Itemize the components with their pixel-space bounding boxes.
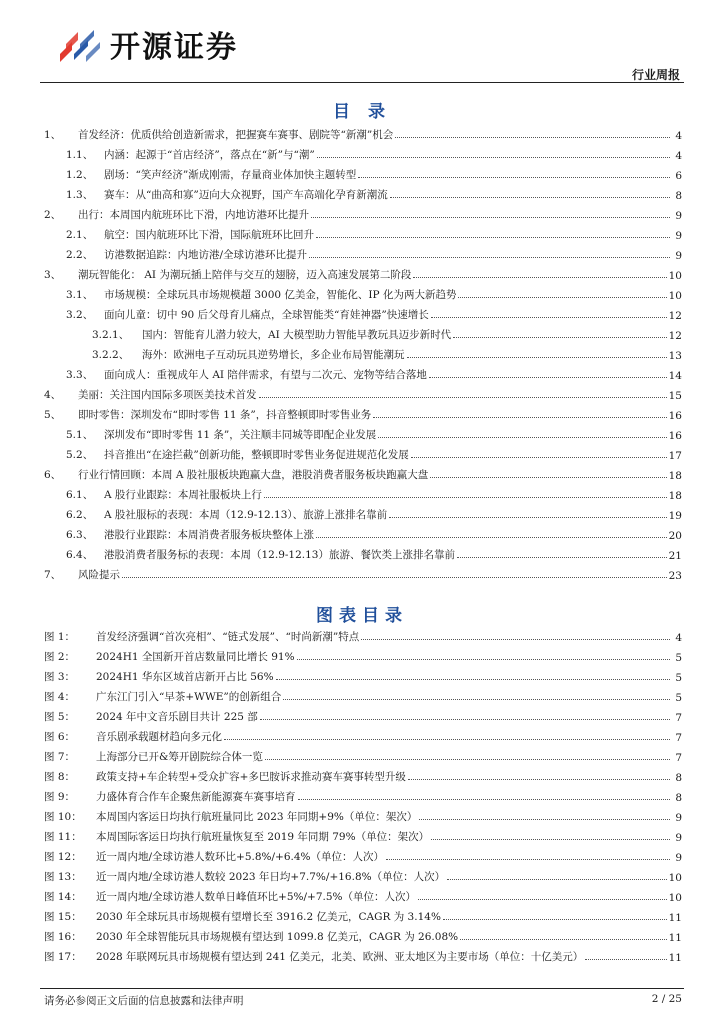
figure-entry[interactable] [44,704,682,724]
entry-number: 5.2、 [66,449,94,461]
entry-page: 10 [668,290,682,302]
dot-leader [457,557,667,558]
toc-entry[interactable] [44,302,682,322]
dot-leader [431,317,667,318]
entry-page: 9 [675,250,682,262]
entry-number: 图 13： [44,871,82,883]
toc-entry[interactable] [44,162,682,182]
dot-leader [429,377,667,378]
entry-title: 国内：智能育儿潜力较大，AI 大模型助力智能早教玩具迈步新时代 [142,329,452,341]
entry-page: 9 [675,210,682,222]
entry-title: 海外：欧洲电子互动玩具逆势增长，多企业布局智能潮玩 [142,349,405,361]
entry-number: 1.2、 [66,169,94,181]
toc-title: 目 录 [333,102,391,122]
toc-entry[interactable] [44,182,682,202]
entry-number: 1、 [44,129,62,141]
entry-number: 图 16： [44,931,82,943]
entry-page: 5 [675,692,682,704]
entry-number: 3.2、 [66,309,94,321]
entry-number: 图 5： [44,711,76,723]
dot-leader [408,779,670,780]
entry-page: 14 [668,370,682,382]
entry-number: 5.1、 [66,429,94,441]
entry-page: 8 [675,792,682,804]
entry-page: 10 [668,270,682,282]
toc-entry[interactable] [44,242,682,262]
figure-entry[interactable] [44,944,682,964]
entry-page: 4 [675,632,682,644]
entry-number: 2、 [44,209,62,221]
toc-entry[interactable] [44,342,682,362]
entry-number: 图 3： [44,671,76,683]
dot-leader [395,137,670,138]
entry-page: 5 [675,652,682,664]
company-logo [58,24,238,64]
entry-page: 11 [668,912,682,924]
toc-entry[interactable] [44,202,682,222]
entry-title: 广东江门引入“早茶+WWE”的创新组合 [96,691,282,703]
entry-title: 2028 年联网玩具市场规模有望达到 241 亿美元，北美、欧洲、亚太地区为主要市场（单位：十亿美元） [96,951,584,963]
entry-number: 6.3、 [66,529,94,541]
figure-entry[interactable] [44,884,682,904]
dot-leader [311,217,670,218]
toc-entry[interactable] [44,282,682,302]
toc-entry[interactable] [44,142,682,162]
dot-leader [265,759,670,760]
entry-page: 10 [668,892,682,904]
figure-entry[interactable] [44,924,682,944]
dot-leader [447,879,667,880]
entry-page: 4 [675,150,682,162]
toc-list [44,122,682,582]
dot-leader [373,417,666,418]
entry-page: 15 [668,390,682,402]
entry-number: 3.2.2、 [92,349,130,361]
entry-page: 19 [668,510,682,522]
entry-title: 近一周内地/全球访港人数较 2023 年日均+7.7%/+16.8%（单位：人次） [96,871,446,883]
entry-number: 5、 [44,409,62,421]
entry-number: 3.3、 [66,369,94,381]
page-header [40,18,684,82]
entry-title: 内涵：起源于“首店经济”，落点在“新”与“潮” [104,149,315,161]
figure-entry[interactable] [44,844,682,864]
entry-number: 6.1、 [66,489,94,501]
dot-leader [443,919,667,920]
dot-leader [317,157,670,158]
entry-number: 3、 [44,269,62,281]
page-number: 2 / 25 [651,993,682,1005]
entry-title: 潮玩智能化： AI 为潮玩插上陪伴与交互的翅膀，迈入高速发展第二阶段 [78,269,412,281]
header-divider [40,82,684,83]
dot-leader [431,839,670,840]
dot-leader [264,497,667,498]
entry-number: 图 17： [44,951,82,963]
entry-number: 2.2、 [66,249,94,261]
figure-entry[interactable] [44,764,682,784]
toc-entry[interactable] [44,422,682,442]
entry-number: 图 15： [44,911,82,923]
company-name: 开源证券 [110,30,238,65]
entry-page: 18 [668,490,682,502]
entry-title: 深圳发布“即时零售 11 条”，关注顺丰同城等即配企业发展 [104,429,377,441]
entry-number: 图 12： [44,851,82,863]
dot-leader [585,959,666,960]
entry-number: 图 4： [44,691,76,703]
entry-number: 图 10： [44,811,82,823]
entry-page: 8 [675,772,682,784]
figure-list [44,624,682,964]
entry-title: 近一周内地/全球访港人数单日峰值环比+5%/+7.5%（单位：人次） [96,891,417,903]
entry-title: 近一周内地/全球访港人数环比+5.8%/+6.4%（单位：人次） [96,851,385,863]
entry-title: 剧场：“笑声经济”渐成刚需，存量商业体加快主题转型 [104,169,357,181]
figure-entry[interactable] [44,644,682,664]
entry-number: 6、 [44,469,62,481]
figure-entry[interactable] [44,624,682,644]
entry-number: 图 7： [44,751,76,763]
entry-page: 8 [675,190,682,202]
entry-page: 11 [668,932,682,944]
dot-leader [297,659,670,660]
toc-entry[interactable] [44,122,682,142]
figure-entry[interactable] [44,904,682,924]
entry-page: 11 [668,952,682,964]
entry-title: A 股社服标的表现：本周（12.9-12.13）、旅游上涨排名靠前 [104,509,388,521]
entry-title: 抖音推出“在途拦截”创新功能，整顿即时零售业务促进规范化发展 [104,449,409,461]
dot-leader [224,739,670,740]
entry-title: 音乐剧承载题材趋向多元化 [96,731,222,743]
entry-page: 7 [675,732,682,744]
toc-entry[interactable] [44,502,682,522]
entry-page: 16 [668,410,682,422]
toc-entry[interactable] [44,542,682,562]
entry-title: 访港数据追踪：内地访港/全球访港环比提升 [104,249,308,261]
entry-page: 7 [675,712,682,724]
dot-leader [390,197,670,198]
entry-title: 赛车：从“曲高和寡”迈向大众视野，国产车高端化孕育新潮流 [104,189,388,201]
report-type-label: 行业周报 [631,68,680,82]
entry-number: 6.4、 [66,549,94,561]
entry-title: 本周国际客运日均执行航班量恢复至 2019 年同期 79%（单位：架次） [96,831,430,843]
toc-entry[interactable] [44,362,682,382]
figure-entry[interactable] [44,784,682,804]
entry-title: A 股行业跟踪：本周社服板块上行 [104,489,262,501]
dot-leader [316,237,670,238]
toc-entry[interactable] [44,322,682,342]
dot-leader [309,257,670,258]
entry-number: 图 9： [44,791,76,803]
entry-title: 2030 年全球智能玩具市场规模有望达到 1099.8 亿美元，CAGR 为 26.08% [96,931,459,943]
figure-entry[interactable] [44,804,682,824]
figure-entry[interactable] [44,664,682,684]
entry-page: 9 [675,832,682,844]
entry-page: 6 [675,170,682,182]
dot-leader [122,577,667,578]
entry-title: 政策支持+车企转型+受众扩容+多巴胺诉求推动赛车赛事转型升级 [96,771,406,783]
figure-entry[interactable] [44,684,682,704]
entry-title: 出行：本周国内航班环比下滑，内地访港环比提升 [78,209,309,221]
entry-page: 23 [668,570,682,582]
entry-number: 3.2.1、 [92,329,130,341]
entry-number: 图 14： [44,891,82,903]
dot-leader [259,397,667,398]
entry-title: 本周国内客运日均执行航班量同比 2023 年同期+9%（单位：架次） [96,811,418,823]
dot-leader [460,939,667,940]
toc-entry[interactable] [44,382,682,402]
dot-leader [413,277,666,278]
dot-leader [419,819,670,820]
entry-title: 首发经济：优质供给创造新需求，把握赛车赛事、剧院等“新潮”机会 [78,129,394,141]
entry-page: 21 [668,550,682,562]
footer-disclaimer: 请务必参阅正文后面的信息披露和法律声明 [44,995,244,1007]
entry-title: 上海部分已开&筹开剧院综合体一览 [96,751,263,763]
dot-leader [298,799,671,800]
entry-title: 力盛体育合作车企聚焦新能源赛车赛事培育 [96,791,296,803]
dot-leader [458,297,666,298]
entry-title: 行业行情回顾：本周 A 股社服板块跑赢大盘，港股消费者服务板块跑赢大盘 [78,469,429,481]
dot-leader [389,517,666,518]
entry-page: 9 [675,230,682,242]
figure-entry[interactable] [44,824,682,844]
entry-title: 面向儿童：切中 90 后父母育儿痛点，全球智能类“育娃神器”快速增长 [104,309,429,321]
entry-title: 面向成人：重视成年人 AI 陪伴需求，有望与二次元、宠物等结合落地 [104,369,427,381]
dot-leader [430,477,666,478]
figures-title: 图表目录 [316,606,408,626]
entry-number: 图 1： [44,631,76,643]
entry-title: 港股行业跟踪：本周消费者服务板块整体上涨 [104,529,314,541]
toc-entry[interactable] [44,402,682,422]
entry-title: 即时零售：深圳发布“即时零售 11 条”，抖音整顿即时零售业务 [78,409,372,421]
entry-page: 13 [668,350,682,362]
figure-entry[interactable] [44,864,682,884]
dot-leader [283,699,670,700]
entry-number: 1.1、 [66,149,94,161]
entry-page: 16 [668,430,682,442]
dot-leader [418,899,667,900]
entry-title: 港股消费者服务标的表现：本周（12.9-12.13）旅游、餐饮类上涨排名靠前 [104,549,455,561]
entry-title: 2024 年中文音乐剧目共计 225 部 [96,711,258,723]
entry-page: 12 [668,310,682,322]
entry-title: 2024H1 华东区域首店新开占比 56% [96,671,274,683]
toc-entry[interactable] [44,462,682,482]
entry-title: 首发经济强调“首次亮相”、“链式发展”、“时尚新潮”特点 [96,631,360,643]
entry-number: 3.1、 [66,289,94,301]
entry-page: 5 [675,672,682,684]
entry-title: 市场规模：全球玩具市场规模超 3000 亿美金，智能化、IP 化为两大新趋势 [104,289,457,301]
entry-page: 10 [668,872,682,884]
entry-number: 图 2： [44,651,76,663]
figure-entry[interactable] [44,724,682,744]
dot-leader [407,357,667,358]
entry-number: 图 8： [44,771,76,783]
entry-page: 7 [675,752,682,764]
footer-divider [40,988,684,989]
entry-number: 7、 [44,569,62,581]
entry-number: 图 11： [44,831,82,843]
dot-leader [361,639,670,640]
toc-entry[interactable] [44,522,682,542]
entry-page: 17 [668,450,682,462]
toc-entry[interactable] [44,262,682,282]
dot-leader [276,679,670,680]
entry-number: 4、 [44,389,62,401]
entry-title: 风险提示 [78,569,120,581]
entry-page: 20 [668,530,682,542]
entry-number: 6.2、 [66,509,94,521]
toc-entry[interactable] [44,222,682,242]
entry-number: 图 6： [44,731,76,743]
dot-leader [378,437,666,438]
entry-title: 2030 年全球玩具市场规模有望增长至 3916.2 亿美元，CAGR 为 3.14% [96,911,441,923]
entry-title: 航空：国内航班环比下滑，国际航班环比回升 [104,229,314,241]
dot-leader [358,177,670,178]
dot-leader [260,719,670,720]
figure-entry[interactable] [44,744,682,764]
logo-mark-icon [58,24,102,64]
entry-page: 9 [675,812,682,824]
dot-leader [411,457,667,458]
dot-leader [453,337,667,338]
dot-leader [316,537,667,538]
entry-page: 12 [668,330,682,342]
entry-title: 2024H1 全国新开首店数量同比增长 91% [96,651,295,663]
toc-entry[interactable] [44,442,682,462]
toc-entry[interactable] [44,482,682,502]
dot-leader [386,859,670,860]
entry-page: 9 [675,852,682,864]
toc-entry[interactable] [44,562,682,582]
entry-number: 1.3、 [66,189,94,201]
entry-number: 2.1、 [66,229,94,241]
entry-page: 4 [675,130,682,142]
entry-page: 18 [668,470,682,482]
entry-title: 美丽：关注国内国际多项医美技术首发 [78,389,257,401]
